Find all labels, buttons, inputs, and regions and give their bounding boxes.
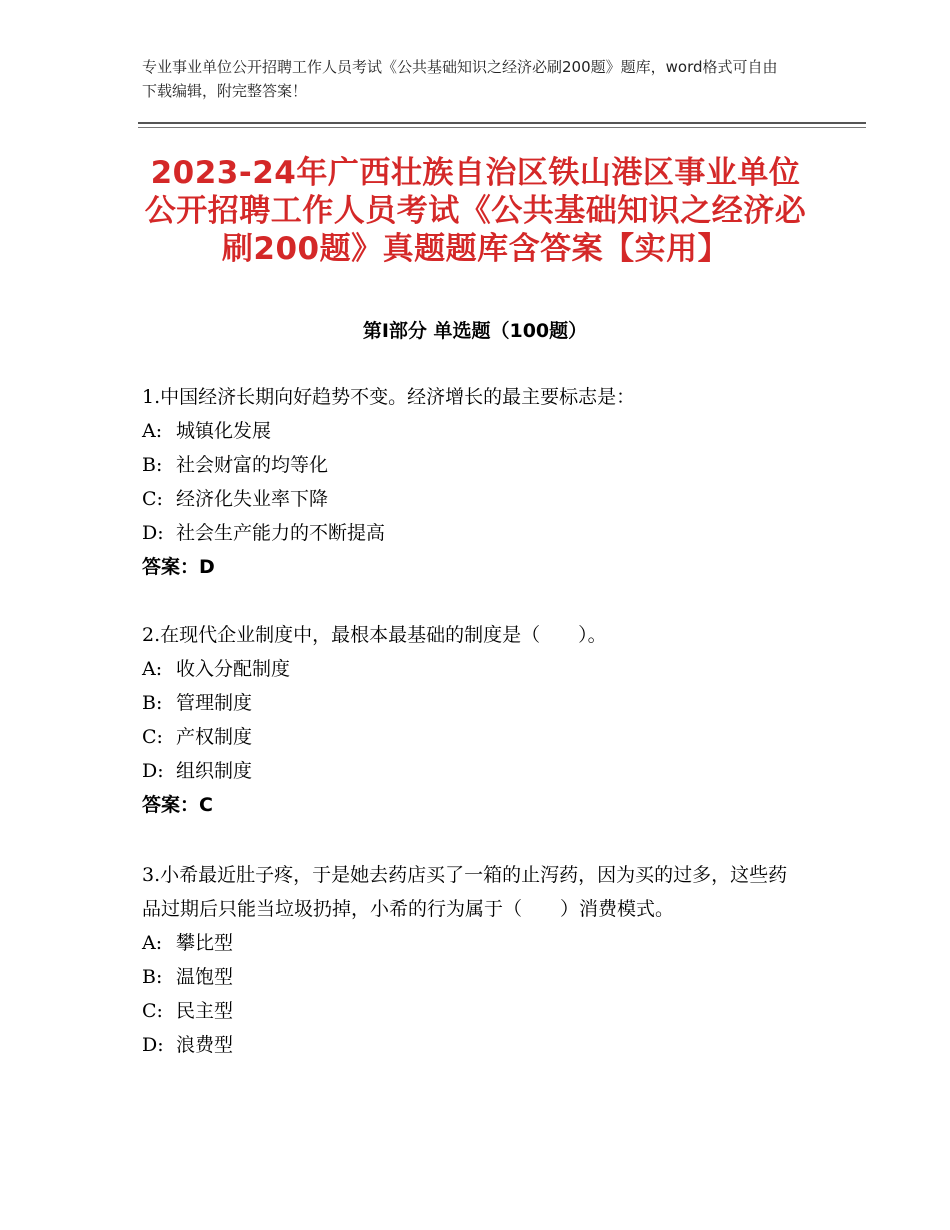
option-letter: D: <box>142 760 164 782</box>
question-stem: 3.小希最近肚子疼，于是她去药店买了一箱的止泻药，因为买的过多，这些药品过期后只能当垃圾扔掉，小希的行为属于（ ）消费模式。 <box>142 864 788 920</box>
option-d <box>142 1028 802 1062</box>
option-letter: C: <box>142 1000 163 1022</box>
option-letter: A: <box>142 420 163 442</box>
question-stem: 1.中国经济长期向好趋势不变。经济增长的最主要标志是： <box>142 386 636 408</box>
answer-line: 答案：C <box>142 794 213 816</box>
option-letter: C: <box>142 726 163 748</box>
option-text: 城镇化发展 <box>176 420 272 442</box>
option-text: 组织制度 <box>176 760 253 782</box>
option-c <box>142 994 802 1028</box>
option-a <box>142 926 802 960</box>
option-d <box>142 516 802 550</box>
question-1 <box>142 380 802 584</box>
header-rule-thin <box>138 127 866 128</box>
option-letter: B: <box>142 966 163 988</box>
option-letter: B: <box>142 692 163 714</box>
answer-line: 答案：D <box>142 556 215 578</box>
option-c <box>142 482 802 516</box>
option-letter: D: <box>142 522 164 544</box>
question-3 <box>142 858 802 1062</box>
option-text: 浪费型 <box>176 1034 234 1056</box>
document-title: 2023-24年广西壮族自治区铁山港区事业单位公开招聘工作人员考试《公共基础知识之经济必刷200题》真题题库含答案【实用】 <box>144 155 807 267</box>
option-b <box>142 686 802 720</box>
question-stem: 2.在现代企业制度中，最根本最基础的制度是（ ）。 <box>142 624 607 646</box>
option-text: 社会财富的均等化 <box>176 454 329 476</box>
option-a <box>142 414 802 448</box>
header-note: 专业事业单位公开招聘工作人员考试《公共基础知识之经济必刷200题》题库，word格式可自由下载编辑，附完整答案！ <box>142 58 778 100</box>
option-letter: A: <box>142 658 163 680</box>
option-c <box>142 720 802 754</box>
option-letter: D: <box>142 1034 164 1056</box>
option-text: 民主型 <box>176 1000 234 1022</box>
option-a <box>142 652 802 686</box>
option-text: 攀比型 <box>176 932 234 954</box>
option-letter: C: <box>142 488 163 510</box>
option-text: 产权制度 <box>176 726 253 748</box>
option-letter: A: <box>142 932 163 954</box>
option-text: 温饱型 <box>176 966 234 988</box>
option-d <box>142 754 802 788</box>
option-b <box>142 448 802 482</box>
section-heading: 第Ⅰ部分 单选题（100题） <box>362 320 588 342</box>
header-rule <box>138 122 866 124</box>
option-text: 社会生产能力的不断提高 <box>176 522 386 544</box>
option-text: 收入分配制度 <box>176 658 291 680</box>
option-text: 经济化失业率下降 <box>176 488 329 510</box>
option-b <box>142 960 802 994</box>
question-2 <box>142 618 802 822</box>
option-text: 管理制度 <box>176 692 253 714</box>
option-letter: B: <box>142 454 163 476</box>
